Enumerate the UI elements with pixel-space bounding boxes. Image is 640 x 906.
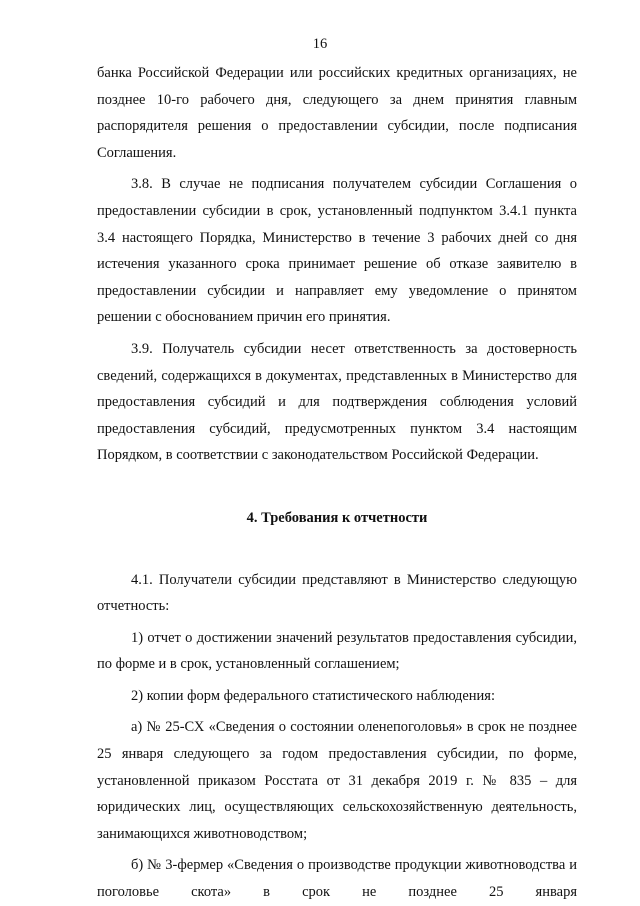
paragraph-bank-deadline: банка Российской Федерации или российских кредитных организациях, не позднее 10-го рабочего дня, следующего за днем принятия главным распорядителя решения о предоставлении субсидии, после подписания Соглашения. [97, 65, 577, 161]
list-item-a: а) № 25-СХ «Сведения о состоянии оленепоголовья» в срок не позднее 25 января следующего за годом предоставления субсидии, по форме, установленной приказом Росстата от 31 декабря 2019 г. № 835 – для юридических лиц, осуществляющих сельскохозяйственную деятельность, занимающихся животноводством; [97, 719, 577, 842]
section-heading: 4. Требования к отчетности [246, 509, 428, 526]
paragraph-3-8: 3.8. В случае не подписания получателем субсидии Соглашения о предоставлении субсидии в срок, установленный подпунктом 3.4.1 пункта 3.4 настоящего Порядка, Министерство в течение 3 рабочих дней со дня истечения указанного срока принимает решение об отказе заявителю в предоставлении субсидии и направляет ему уведомление о принятом решении с обоснованием причин его принятия. [97, 176, 577, 326]
document-body [97, 60, 577, 906]
page-number: 16 [312, 36, 328, 52]
list-item-1: 1) отчет о достижении значений результатов предоставления субсидии, по форме и в срок, установленный соглашением; [97, 629, 577, 673]
list-item-b: б) № 3-фермер «Сведения о производстве продукции животноводства и поголовье скота» в срок не позднее 25 января [97, 857, 577, 901]
paragraph-3-9: 3.9. Получатель субсидии несет ответственность за достоверность сведений, содержащихся в документах, представленных в Министерство для предоставления субсидий и для подтверждения соблюдения условий предоставления субсидий, предусмотренных пунктом 3.4 настоящим Порядком, в соответствии с законодательством Российской Федерации. [97, 340, 577, 464]
list-item-2: 2) копии форм федерального статистического наблюдения: [131, 687, 495, 704]
paragraph-4-1: 4.1. Получатели субсидии представляют в Министерство следующую отчетность: [97, 571, 577, 615]
